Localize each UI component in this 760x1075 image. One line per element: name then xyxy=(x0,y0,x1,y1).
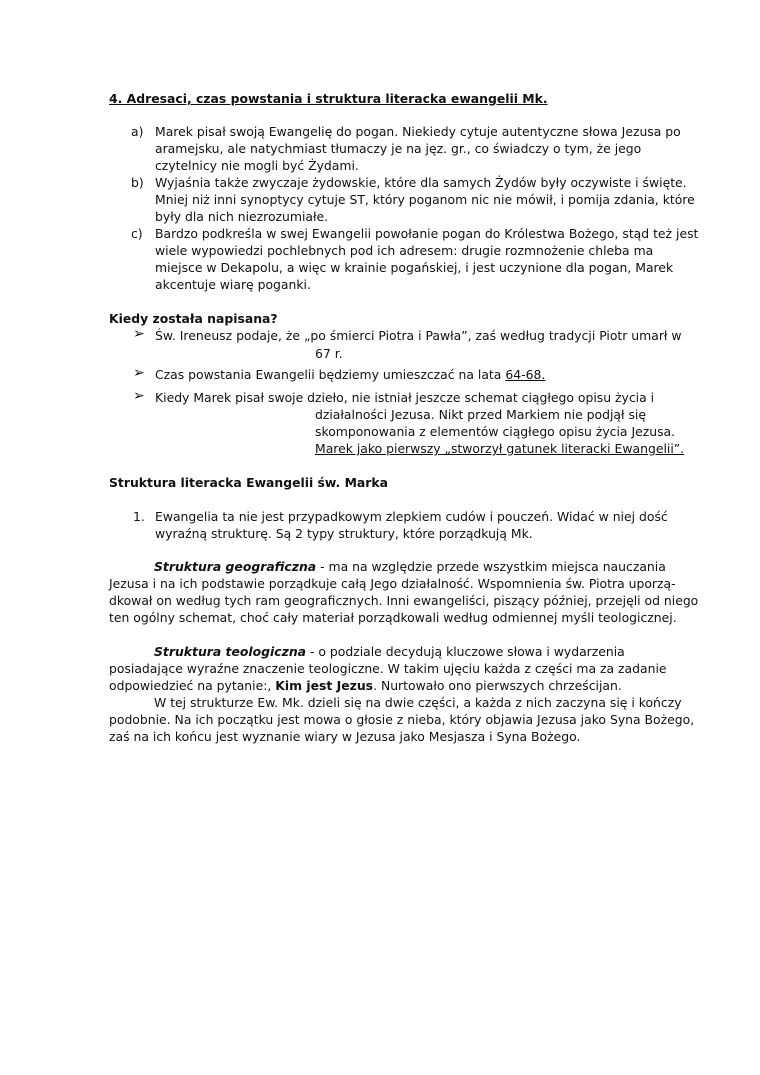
list-marker-c: c) xyxy=(131,226,143,241)
geo-line-1 xyxy=(154,558,666,575)
theo-line-1-text: - o podziale decydują kluczowe słowa i wydarzenia xyxy=(306,644,625,659)
theo-line-4: W tej strukturze Ew. Mk. dzieli się na dwie części, a każda z nich zaczyna się i kończy xyxy=(154,695,682,710)
list-c-line-4: akcentuje wiarę poganki. xyxy=(155,277,311,292)
theo-line-6: zaś na ich końcu jest wyznanie wiary w Jezusa jako Mesjasza i Syna Bożego. xyxy=(109,729,581,744)
list-c-line-1: Bardzo podkreśla w swej Ewangelii powołanie pogan do Królestwa Bożego, stąd też jest xyxy=(155,226,699,241)
bullet-3-line-1: Kiedy Marek pisał swoje dzieło, nie istniał jeszcze schemat ciągłego opisu życia i xyxy=(155,390,655,405)
list-c-line-2: wiele wypowiedzi pochlebnych pod ich adresem: drugie rozmnożenie chleba ma xyxy=(155,243,654,258)
bullet-3-line-2: działalności Jezusa. Nikt przed Markiem nie podjął się xyxy=(315,407,646,422)
list-c-line-3: miejsce w Dekapolu, a więc w krainie pogańskiej, i jest uczynione dla pogan, Marek xyxy=(155,260,674,275)
structure-heading: Struktura literacka Ewangelii św. Marka xyxy=(109,475,388,490)
bullet-2-line xyxy=(155,366,545,383)
numbered-item-1-line-2: wyraźną strukturę. Są 2 typy struktury, które porządkują Mk. xyxy=(155,526,533,541)
date-range: 64-68. xyxy=(505,367,546,382)
numbered-marker-1: 1. xyxy=(133,509,145,524)
list-marker-a: a) xyxy=(131,124,144,139)
theo-line-3 xyxy=(109,677,622,694)
when-heading: Kiedy została napisana? xyxy=(109,311,278,326)
theo-line-3-post: . Nurtowało ono pierwszych chrześcijan. xyxy=(373,678,622,693)
list-a-line-1: Marek pisał swoją Ewangelię do pogan. Niekiedy cytuje autentyczne słowa Jezusa po xyxy=(155,124,681,139)
geo-line-2: Jezusa i na ich podstawie porządkuje całą Jego działalność. Wspomnienia św. Piotra uporzą- xyxy=(109,576,676,591)
list-marker-b: b) xyxy=(131,175,144,190)
theo-line-3-pre: odpowiedzieć na pytanie:, xyxy=(109,678,276,693)
numbered-item-1-line-1: Ewangelia ta nie jest przypadkowym zlepkiem cudów i pouczeń. Widać w niej dość xyxy=(155,509,668,524)
list-b-line-3: były dla nich niezrozumiałe. xyxy=(155,209,329,224)
list-b-line-1: Wyjaśnia także zwyczaje żydowskie, które dla samych Żydów były oczywiste i święte. xyxy=(155,175,687,190)
bullet-3-line-4: Marek jako pierwszy „stworzył gatunek literacki Ewangelii”. xyxy=(315,441,685,456)
bullet-1-line-1: Św. Ireneusz podaje, że „po śmierci Piotra i Pawła”, zaś według tradycji Piotr umarł w xyxy=(155,328,682,343)
geo-line-3: dkował on według tych ram geograficznych. Inni ewangeliści, piszący później, przejęli od niego xyxy=(109,593,699,608)
theo-term: Struktura teologiczna xyxy=(154,644,307,659)
theo-line-5: podobnie. Na ich początku jest mowa o głosie z nieba, który objawia Jezusa jako Syna Bożego, xyxy=(109,712,695,727)
arrowhead-bullet-icon: ➢ xyxy=(133,365,145,381)
arrowhead-bullet-icon: ➢ xyxy=(133,388,145,404)
list-a-line-2: aramejsku, ale natychmiast tłumaczy je na jęz. gr., co świadczy o tym, że jego xyxy=(155,141,642,156)
theo-line-1 xyxy=(154,643,625,660)
geo-line-4: ten ogólny schemat, choć cały materiał porządkowali według odmiennej myśli teologicznej. xyxy=(109,610,677,625)
list-b-line-2: Mniej niż inni synoptycy cytuje ST, który poganom nic nie mówił, i pomija zdania, które xyxy=(155,192,695,207)
geo-line-1-text: - ma na względzie przede wszystkim miejsca nauczania xyxy=(316,559,666,574)
bullet-1-line-2: 67 r. xyxy=(315,346,343,361)
bullet-3-line-3: skomponowania z elementów ciągłego opisu życia Jezusa. xyxy=(315,424,676,439)
section-heading: 4. Adresaci, czas powstania i struktura literacka ewangelii Mk. xyxy=(109,91,548,106)
geo-term: Struktura geograficzna xyxy=(154,559,317,574)
list-a-line-3: czytelnicy nie mogli być Żydami. xyxy=(155,158,359,173)
arrowhead-bullet-icon: ➢ xyxy=(133,326,145,342)
theo-line-2: posiadające wyraźne znaczenie teologiczne. W takim ujęciu każda z części ma za zadanie xyxy=(109,661,667,676)
bullet-2-text: Czas powstania Ewangelii będziemy umieszczać na lata xyxy=(155,367,502,382)
key-question: Kim jest Jezus xyxy=(275,678,374,693)
